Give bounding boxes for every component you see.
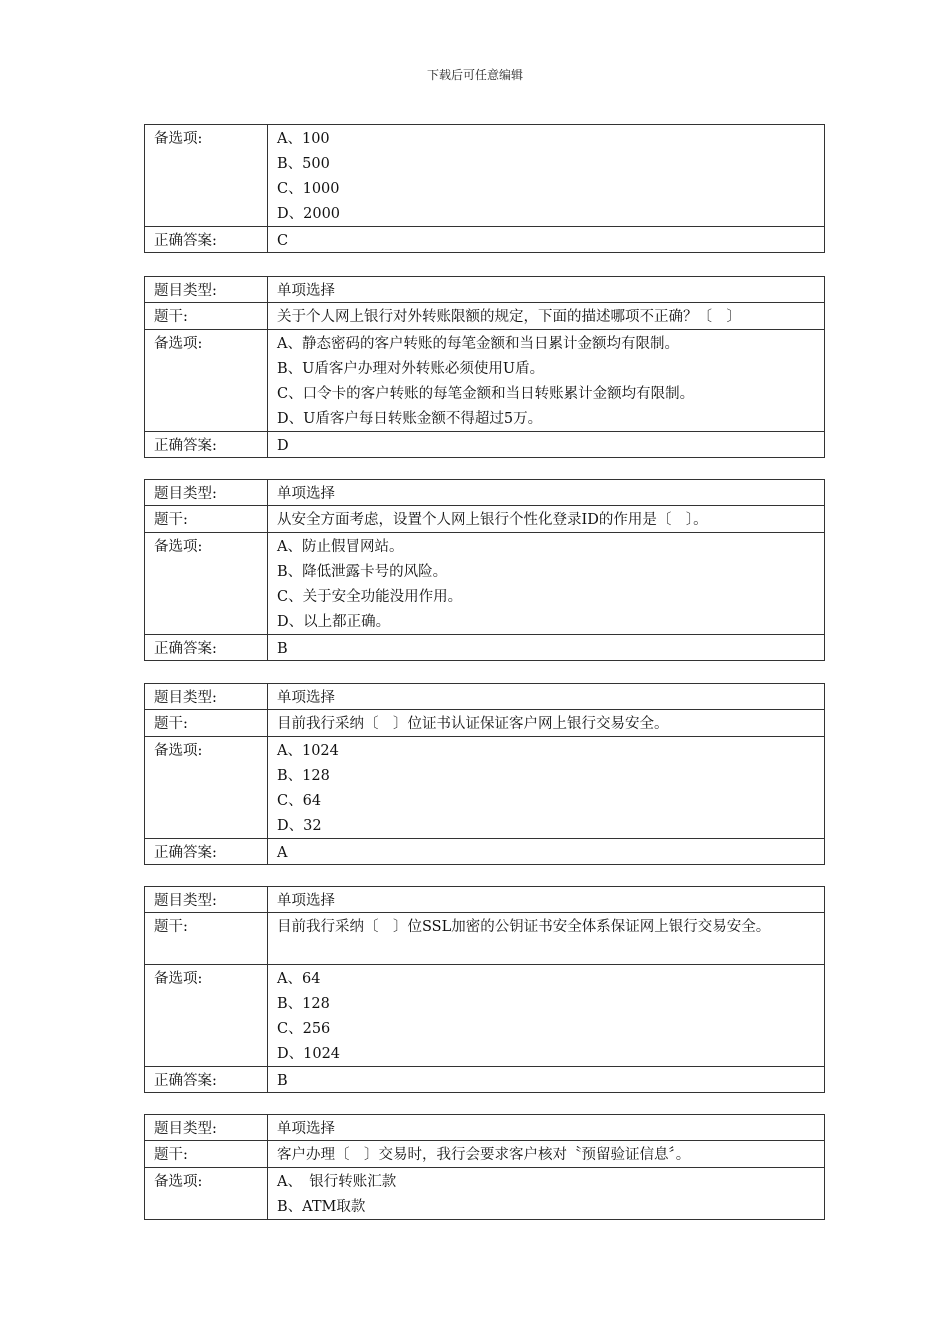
options-label: 备选项: [145,533,268,634]
options-list [268,533,824,634]
answer-value: C [277,233,289,249]
options-list [268,737,824,838]
options-list [268,330,824,431]
option-c: C、口令卡的客户转账的每笔金额和当日转账累计金额均有限制。 [277,386,695,402]
options-row [145,1167,824,1219]
stem-label: 题干: [145,506,268,532]
answer-row [145,838,824,864]
stem-label: 题干: [145,913,268,964]
type-label: 题目类型: [145,1115,268,1140]
type-row [145,480,824,505]
question-table-3 [144,479,825,661]
answer-row [145,634,824,660]
option-d: D、U盾客户每日转账金额不得超过5万。 [277,411,543,427]
options-label: 备选项: [145,330,268,431]
answer-value: B [277,1073,288,1089]
option-a: A、100 [277,131,330,147]
options-label: 备选项: [145,737,268,838]
options-label: 备选项: [145,1168,268,1219]
type-value: 单项选择 [277,690,335,706]
type-row [145,1115,824,1140]
answer-value: B [277,641,288,657]
option-d: D、2000 [277,206,341,222]
answer-label: 正确答案: [145,1067,268,1092]
answer-label: 正确答案: [145,432,268,457]
option-b: B、降低泄露卡号的风险。 [277,564,448,580]
answer-value: D [277,438,289,454]
options-row [145,532,824,634]
page-header: 下载后可任意编辑 [426,68,523,82]
answer-label: 正确答案: [145,839,268,864]
option-d: D、以上都正确。 [277,614,391,630]
options-row [145,125,824,226]
option-b: B、128 [277,768,330,784]
type-row [145,277,824,302]
type-value: 单项选择 [277,486,335,502]
type-value: 单项选择 [277,893,335,909]
options-label: 备选项: [145,965,268,1066]
stem-value: 关于个人网上银行对外转账限额的规定，下面的描述哪项不正确？〔 〕 [277,309,741,325]
option-a: A、1024 [277,743,339,759]
option-a: A、64 [277,971,321,987]
type-label: 题目类型: [145,277,268,302]
answer-row [145,1066,824,1092]
type-value: 单项选择 [277,1121,335,1137]
option-b: B、ATM取款 [277,1199,366,1215]
answer-row [145,431,824,457]
option-b: B、U盾客户办理对外转账必须使用U盾。 [277,361,545,377]
question-table-4 [144,683,825,865]
answer-value: A [277,845,288,861]
answer-label: 正确答案: [145,227,268,252]
type-label: 题目类型: [145,684,268,709]
options-list [268,965,824,1066]
stem-value: 客户办理〔 〕交易时，我行会要求客户核对〝预留验证信息〞。 [277,1147,691,1163]
type-row [145,684,824,709]
stem-row [145,505,824,532]
type-label: 题目类型: [145,887,268,912]
question-table-1 [144,124,825,253]
options-row [145,964,824,1066]
stem-row [145,1140,824,1167]
question-table-6 [144,1114,825,1220]
option-c: C、256 [277,1021,331,1037]
option-a: A、静态密码的客户转账的每笔金额和当日累计金额均有限制。 [277,336,679,352]
stem-value: 目前我行采纳〔 〕位证书认证保证客户网上银行交易安全。 [277,716,669,732]
question-table-5 [144,886,825,1093]
option-c: C、64 [277,793,322,809]
option-a: A、 银行转账汇款 [277,1174,397,1190]
option-a: A、防止假冒网站。 [277,539,404,555]
stem-value: 目前我行采纳〔 〕位SSL加密的公钥证书安全体系保证网上银行交易安全。 [277,919,771,935]
stem-label: 题干: [145,303,268,329]
options-row [145,736,824,838]
stem-label: 题干: [145,1141,268,1167]
option-b: B、500 [277,156,330,172]
stem-value: 从安全方面考虑，设置个人网上银行个性化登录ID的作用是〔 〕。 [277,512,708,528]
option-b: B、128 [277,996,330,1012]
stem-row [145,912,824,964]
stem-label: 题干: [145,710,268,736]
question-table-2 [144,276,825,458]
type-value: 单项选择 [277,283,335,299]
options-row [145,329,824,431]
option-d: D、1024 [277,1046,341,1062]
stem-row [145,302,824,329]
stem-row [145,709,824,736]
option-d: D、32 [277,818,322,834]
options-list [268,1168,824,1219]
type-row [145,887,824,912]
options-label: 备选项: [145,125,268,226]
answer-row [145,226,824,252]
option-c: C、关于安全功能没用作用。 [277,589,463,605]
type-label: 题目类型: [145,480,268,505]
options-list [268,125,824,226]
option-c: C、1000 [277,181,340,197]
answer-label: 正确答案: [145,635,268,660]
